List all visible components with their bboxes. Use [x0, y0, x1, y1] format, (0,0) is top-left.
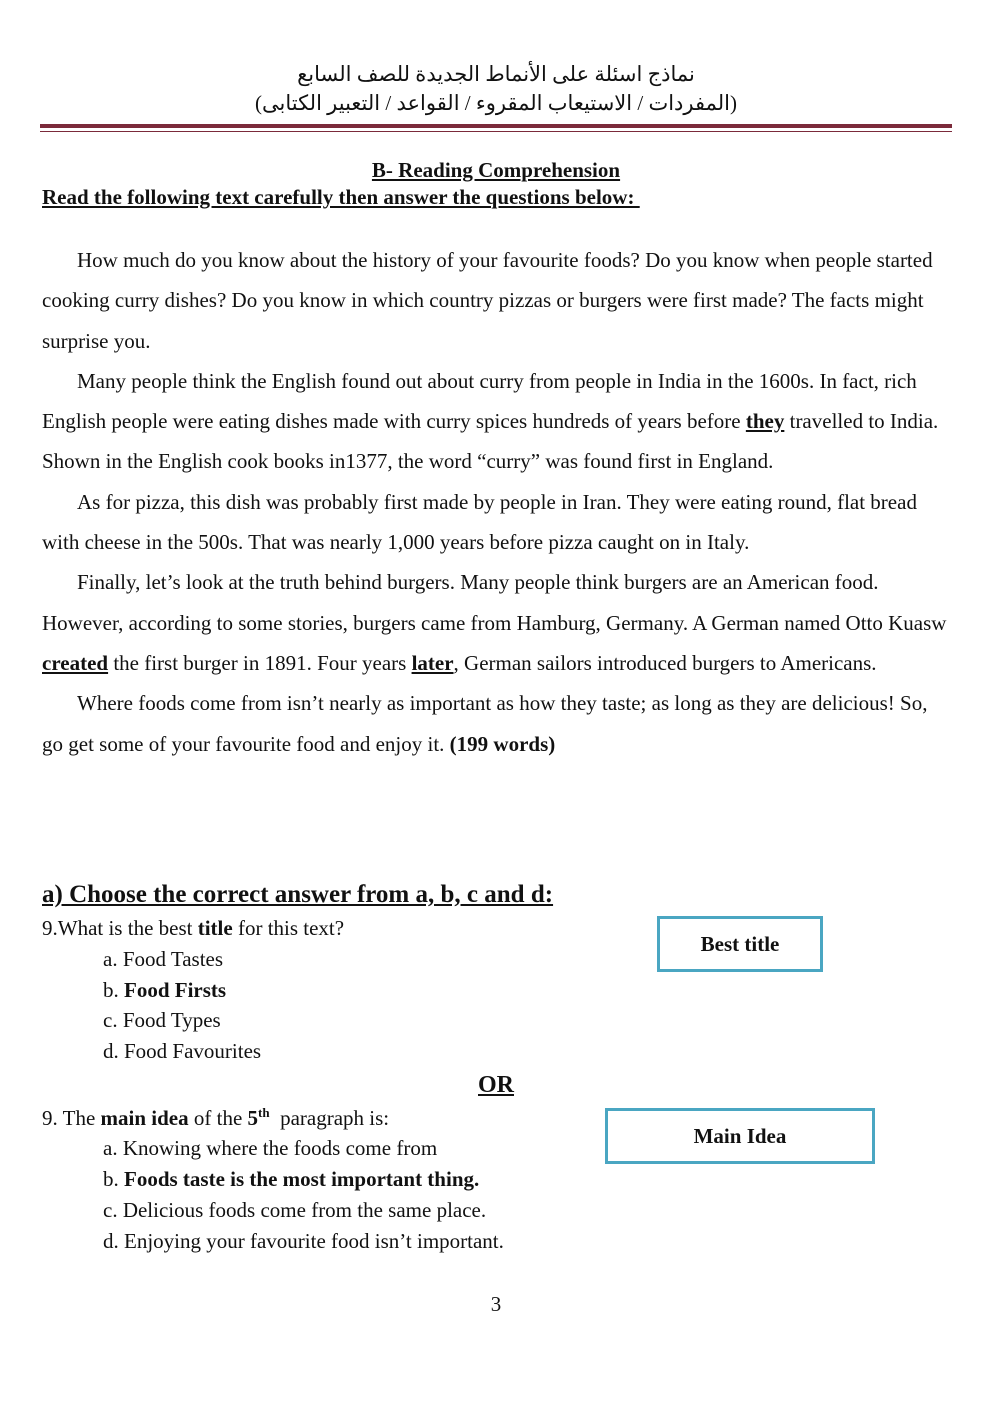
best-title-label: Best title: [700, 931, 780, 956]
paragraph-1: How much do you know about the history of your favourite foods? Do you know when people started cooking curry dishes? Do you know in which country pizzas or burgers were first made? The facts might surprise you.: [42, 248, 933, 353]
question-1-prefix: 9.What is the best: [42, 916, 198, 940]
or-separator: OR: [478, 1072, 514, 1098]
paragraph-4-text-b: the first burger in 1891. Four years: [108, 650, 412, 675]
paragraph-5-text: Where foods come from isn’t nearly as important as how they taste; as long as they are delicious! So, go get some of your favourite food and enjoy it.: [42, 691, 928, 756]
page-number: 3: [490, 1292, 502, 1316]
instruction: Read the following text carefully then answer the questions below:: [42, 185, 640, 209]
question-2-suffix: paragraph is:: [269, 1106, 390, 1130]
question-2-option-a[interactable]: a. Knowing where the foods come from: [103, 1136, 438, 1160]
main-idea-box: [605, 1108, 875, 1164]
underlined-word-they: they: [745, 409, 785, 434]
question-1-option-a[interactable]: a. Food Tastes: [103, 947, 224, 971]
question-2: [42, 1105, 389, 1131]
paragraph-4-text-c: , German sailors introduced burgers to Americans.: [453, 650, 877, 675]
paragraph-4: [42, 562, 952, 683]
underlined-word-created: created: [42, 650, 109, 675]
question-1-option-b[interactable]: [103, 978, 226, 1003]
word-count: (199 words): [449, 731, 556, 756]
header-title: نماذج اسئلة على الأنماط الجديدة للصف السابع: [297, 62, 695, 86]
header-subtitle: (المفردات / الاستيعاب المقروء / القواعد / التعبير الكتابى): [255, 91, 737, 115]
paragraph-2-text-b: travelled to India. Shown in the English cook books in1377, the word “curry” was found first in England.: [42, 409, 939, 474]
underlined-word-later: later: [411, 650, 454, 675]
paragraph-2-text-a: Many people think the English found out about curry from people in India in the 1600s. In fact, rich English people were eating dishes made with curry spices hundreds of years before: [42, 368, 917, 434]
questions-heading: a) Choose the correct answer from a, b, c and d:: [42, 881, 554, 908]
option-b-correct-text: Foods taste is the most important thing.: [124, 1167, 480, 1191]
question-2-ordinal: [248, 1106, 270, 1130]
question-1-option-c[interactable]: c. Food Types: [103, 1008, 221, 1032]
paragraph-2: [42, 361, 952, 482]
question-2-option-c[interactable]: c. Delicious foods come from the same place.: [103, 1198, 487, 1222]
ordinal-number: 5: [247, 1106, 259, 1130]
best-title-box: [657, 916, 823, 972]
option-b-letter: b.: [103, 978, 119, 1002]
option-b-correct-text: Food Firsts: [124, 978, 227, 1002]
header-divider: [40, 124, 952, 128]
question-1-option-d[interactable]: d. Food Favourites: [103, 1039, 262, 1063]
ordinal-suffix: th: [258, 1105, 270, 1120]
paragraph-4-text-a: Finally, let’s look at the truth behind burgers. Many people think burgers are an American food. However, according to some stories, burgers came from Hamburg, Germany. A German named Otto Kuasw: [42, 570, 947, 635]
header-divider-thin: [40, 131, 952, 132]
option-b-letter: b.: [103, 1167, 119, 1191]
question-2-middle: of the: [188, 1106, 248, 1130]
paragraph-5: [42, 683, 952, 764]
question-2-option-b[interactable]: [103, 1167, 479, 1192]
reading-passage: [42, 240, 952, 764]
question-2-keyword: main idea: [100, 1106, 189, 1130]
question-2-option-d[interactable]: d. Enjoying your favourite food isn’t important.: [103, 1229, 504, 1253]
main-idea-label: Main Idea: [693, 1123, 787, 1148]
question-1-suffix: for this text?: [232, 916, 345, 940]
question-1: [42, 916, 344, 941]
question-1-keyword: title: [197, 916, 233, 940]
section-title: B- Reading Comprehension: [371, 158, 621, 182]
paragraph-3: As for pizza, this dish was probably first made by people in Iran. They were eating round, flat bread with cheese in the 500s. That was nearly 1,000 years before pizza caught on in Italy.: [42, 489, 917, 555]
question-2-prefix: 9. The: [42, 1106, 101, 1130]
